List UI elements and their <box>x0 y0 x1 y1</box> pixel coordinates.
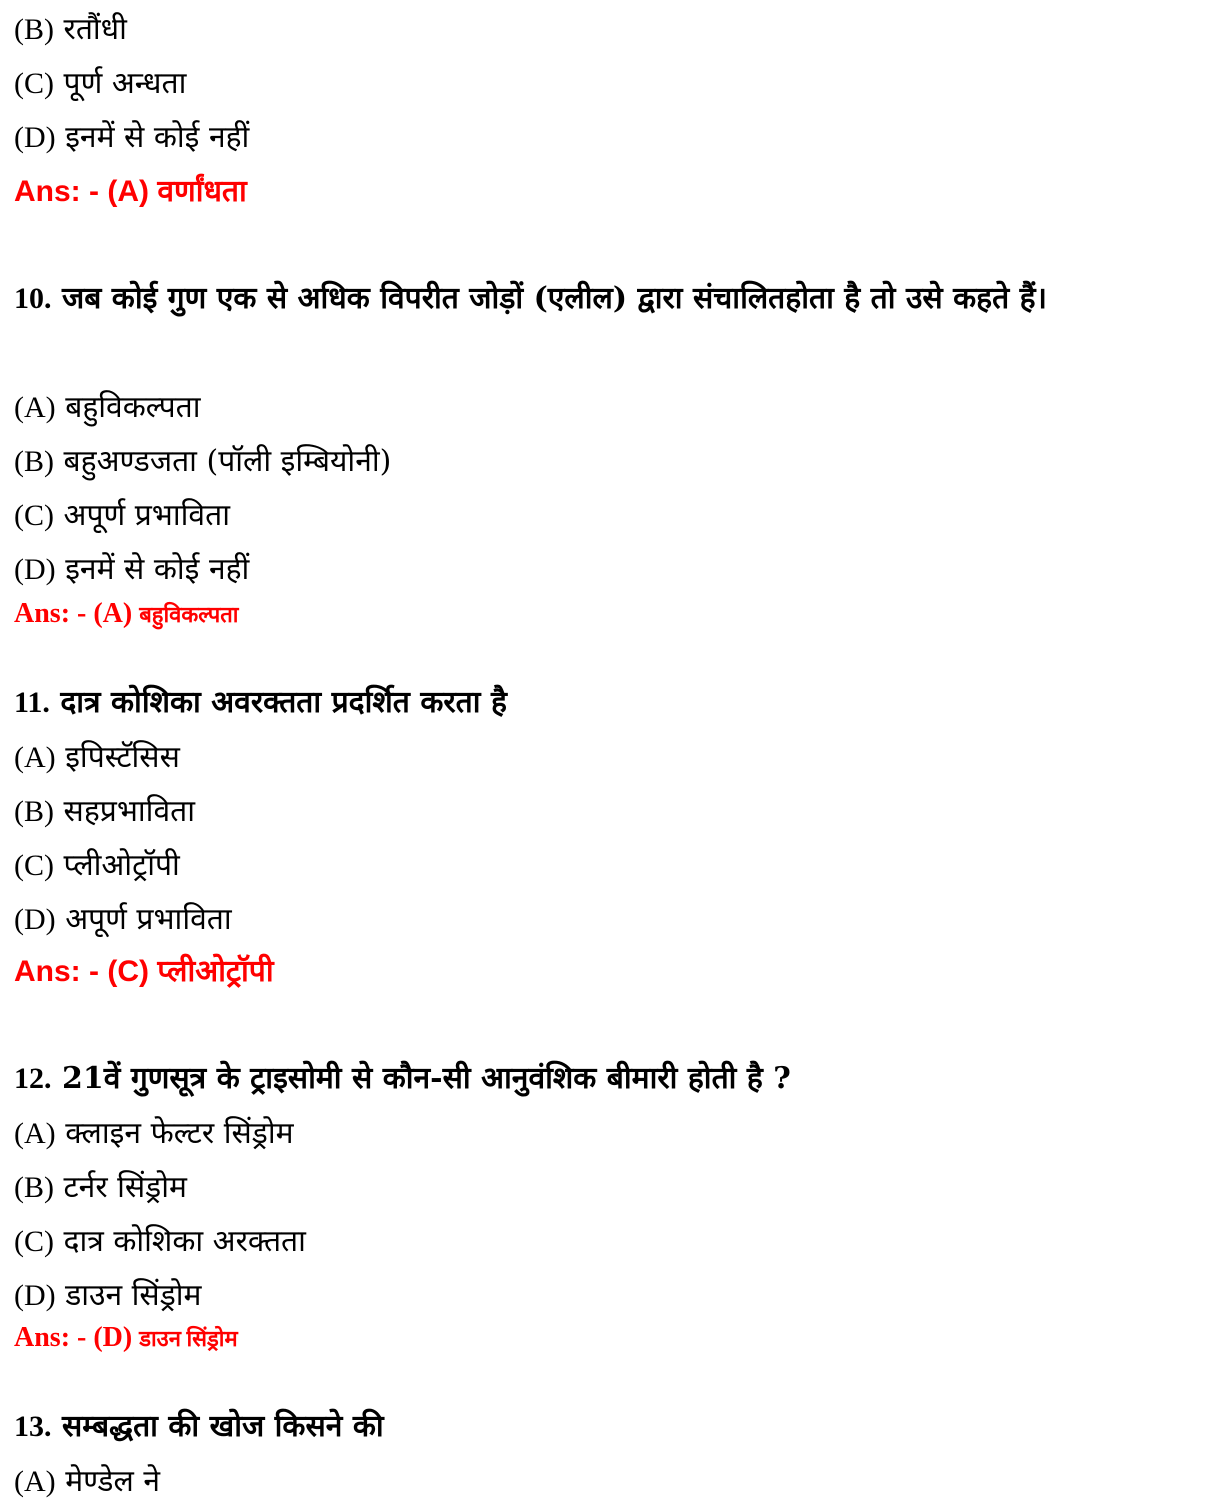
q12-option-b: (B) टर्नर सिंड्रोम <box>14 1170 187 1205</box>
q11-option-a: (A) इपिस्टॅसिस <box>14 740 180 775</box>
q12-option-a: (A) क्लाइन फेल्टर सिंड्रोम <box>14 1116 294 1151</box>
q12-option-c: (C) दात्र कोशिका अरक्तता <box>14 1224 306 1259</box>
q9-option-b: (B) रतौंधी <box>14 12 127 47</box>
q11-option-c: (C) प्लीओट्रॉपी <box>14 848 180 883</box>
q11-answer: Ans: - (C) प्लीओट्रॉपी <box>14 955 274 988</box>
q9-answer: Ans: - (A) वर्णांधता <box>14 175 247 208</box>
q10-option-c: (C) अपूर्ण प्रभाविता <box>14 498 230 533</box>
q9-option-c: (C) पूर्ण अन्धता <box>14 66 187 101</box>
q10-answer: Ans: - (A) बहुविकल्पता <box>14 598 239 629</box>
q12-answer: Ans: - (D) डाउन सिंड्रोम <box>14 1322 238 1353</box>
q12-option-d: (D) डाउन सिंड्रोम <box>14 1278 202 1313</box>
q13-question: 13. सम्बद्धता की खोज किसने की <box>14 1409 384 1444</box>
q13-option-a: (A) मेण्डेल ने <box>14 1464 160 1499</box>
q11-option-d: (D) अपूर्ण प्रभाविता <box>14 902 232 937</box>
q11-question: 11. दात्र कोशिका अवरक्तता प्रदर्शित करता है <box>14 685 507 720</box>
q10-question: 10. जब कोई गुण एक से अधिक विपरीत जोड़ों (एलील) द्वारा संचालितहोता है तो उसे कहते हैं। <box>14 281 1047 316</box>
q10-option-b: (B) बहुअण्डजता (पॉली इम्बियोनी) <box>14 444 392 479</box>
q10-option-d: (D) इनमें से कोई नहीं <box>14 552 250 587</box>
q12-question: 12. 21वें गुणसूत्र के ट्राइसोमी से कौन-सी आनुवंशिक बीमारी होती है ? <box>14 1061 791 1096</box>
q10-option-a: (A) बहुविकल्पता <box>14 390 201 425</box>
q9-option-d: (D) इनमें से कोई नहीं <box>14 120 250 155</box>
q11-option-b: (B) सहप्रभाविता <box>14 794 196 829</box>
